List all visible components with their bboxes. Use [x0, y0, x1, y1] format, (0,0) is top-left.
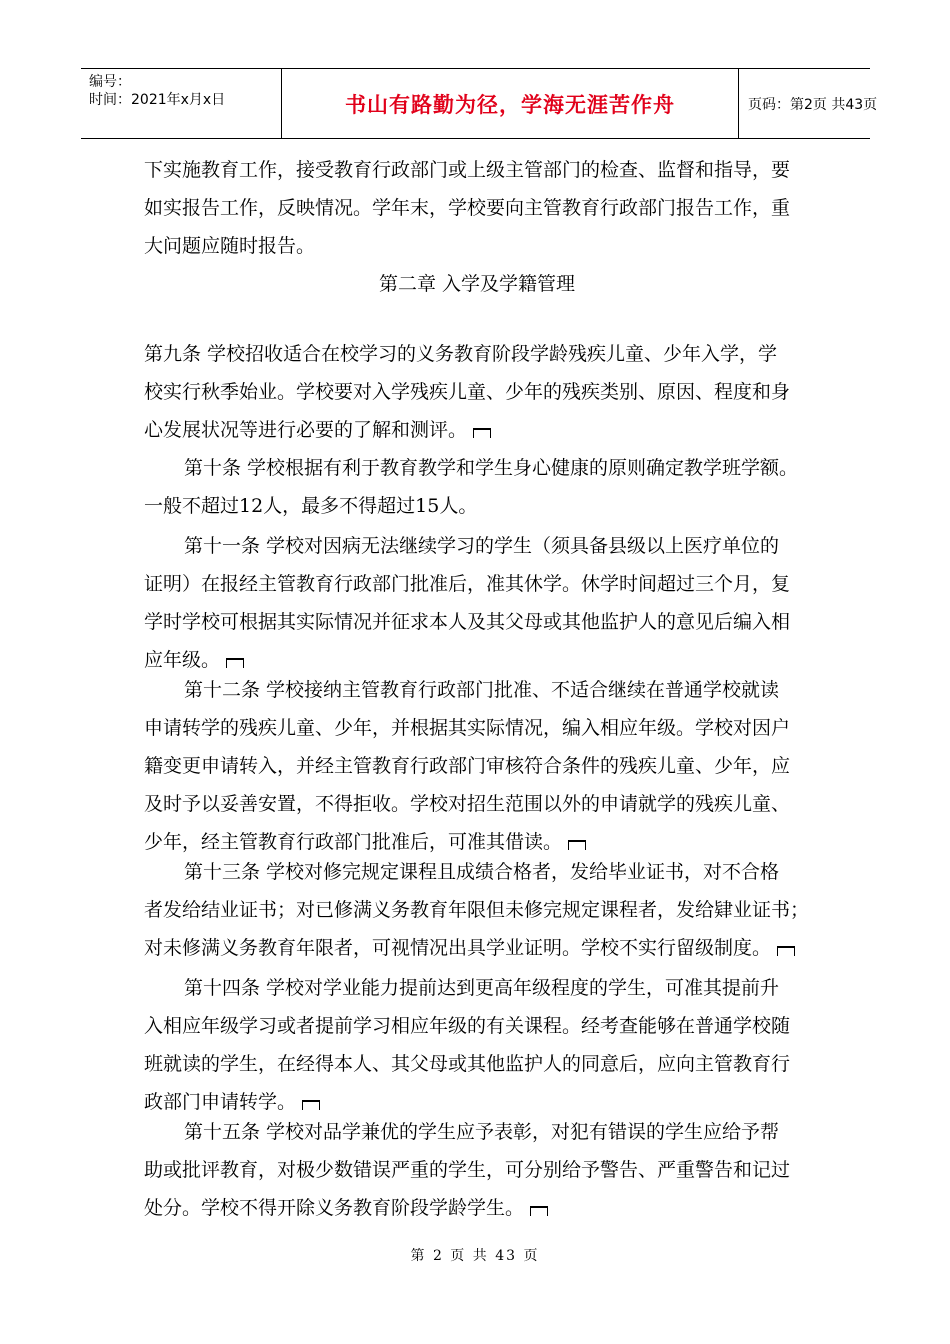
body-line: 下实施教育工作，接受教育行政部门或上级主管部门的检查、监督和指导，要: [144, 159, 791, 181]
page-header: [81, 68, 878, 139]
article-13-last-line: [144, 930, 795, 966]
article-15-line: 第十五条 学校对品学兼优的学生应予表彰，对犯有错误的学生应给予帮: [184, 1121, 780, 1143]
article-14-line: 入相应年级学习或者提前学习相应年级的有关课程。经考查能够在普通学校随: [144, 1015, 791, 1037]
article-11-line: 学时学校可根据其实际情况并征求本人及其父母或其他监护人的意见后编入相: [144, 611, 791, 633]
article-12-line: 籍变更申请转入，并经主管教育行政部门审核符合条件的残疾儿童、少年，应: [144, 755, 791, 777]
article-9-line: 心发展状况等进行必要的了解和测评。: [144, 419, 468, 441]
return-mark-icon: [530, 1206, 548, 1216]
article-9-line: 第九条 学校招收适合在校学习的义务教育阶段学龄残疾儿童、少年入学，学: [144, 343, 778, 365]
article-15-line: 处分。学校不得开除义务教育阶段学龄学生。: [144, 1197, 525, 1219]
article-14-line: 政部门申请转学。: [144, 1091, 297, 1113]
page-footer: 第 2 页 共 43 页: [410, 1248, 540, 1264]
header-motto-cell: [281, 69, 739, 138]
article-11-line: 第十一条 学校对因病无法继续学习的学生（须具备县级以上医疗单位的: [184, 535, 780, 557]
article-15-last-line: [144, 1190, 548, 1226]
return-mark-icon: [777, 946, 795, 956]
header-page-info: 页码：第2页 共43页: [748, 96, 878, 113]
chapter-title: 第二章 入学及学籍管理: [378, 273, 576, 295]
article-13-line: 第十三条 学校对修完规定课程且成绩合格者，发给毕业证书，对不合格: [184, 861, 780, 883]
article-12-line: 第十二条 学校接纳主管教育行政部门批准、不适合继续在普通学校就读: [184, 679, 780, 701]
article-10-line: 一般不超过12人，最多不得超过15人。: [144, 495, 478, 517]
article-13-line: 者发给结业证书；对已修满义务教育年限但未修完规定课程者，发给肄业证书；: [144, 899, 810, 921]
article-12-line: 及时予以妥善安置，不得拒收。学校对招生范围以外的申请就学的残疾儿童、: [144, 793, 791, 815]
article-13-line: 对未修满义务教育年限者，可视情况出具学业证明。学校不实行留级制度。: [144, 937, 772, 959]
header-motto: 书山有路勤为径，学海无涯苦作舟: [345, 92, 675, 117]
return-mark-icon: [568, 840, 586, 850]
return-mark-icon: [473, 428, 491, 438]
article-12-line: 少年，经主管教育行政部门批准后，可准其借读。: [144, 831, 563, 853]
article-15-line: 助或批评教育，对极少数错误严重的学生，可分别给予警告、严重警告和记过: [144, 1159, 791, 1181]
serial-number-label: 编号：: [89, 74, 131, 90]
header-meta: [81, 69, 281, 138]
header-page-cell: [738, 69, 878, 138]
article-11-line: 证明）在报经主管教育行政部门批准后，准其休学。休学时间超过三个月，复: [144, 573, 791, 595]
article-14-line: 班就读的学生，在经得本人、其父母或其他监护人的同意后，应向主管教育行: [144, 1053, 791, 1075]
return-mark-icon: [302, 1100, 320, 1110]
return-mark-icon: [226, 658, 244, 668]
body-line: 大问题应随时报告。: [144, 235, 316, 257]
article-9-line: 校实行秋季始业。学校要对入学残疾儿童、少年的残疾类别、原因、程度和身: [144, 381, 791, 403]
article-9-last-line: [144, 412, 491, 448]
article-14-line: 第十四条 学校对学业能力提前达到更高年级程度的学生，可准其提前升: [184, 977, 780, 999]
article-10-line: 第十条 学校根据有利于教育教学和学生身心健康的原则确定教学班学额。: [184, 457, 799, 479]
body-line: 如实报告工作，反映情况。学年末，学校要向主管教育行政部门报告工作，重: [144, 197, 791, 219]
article-12-line: 申请转学的残疾儿童、少年，并根据其实际情况，编入相应年级。学校对因户: [144, 717, 791, 739]
article-11-line: 应年级。: [144, 649, 221, 671]
date-label: 时间：2021年x月x日: [89, 92, 226, 108]
